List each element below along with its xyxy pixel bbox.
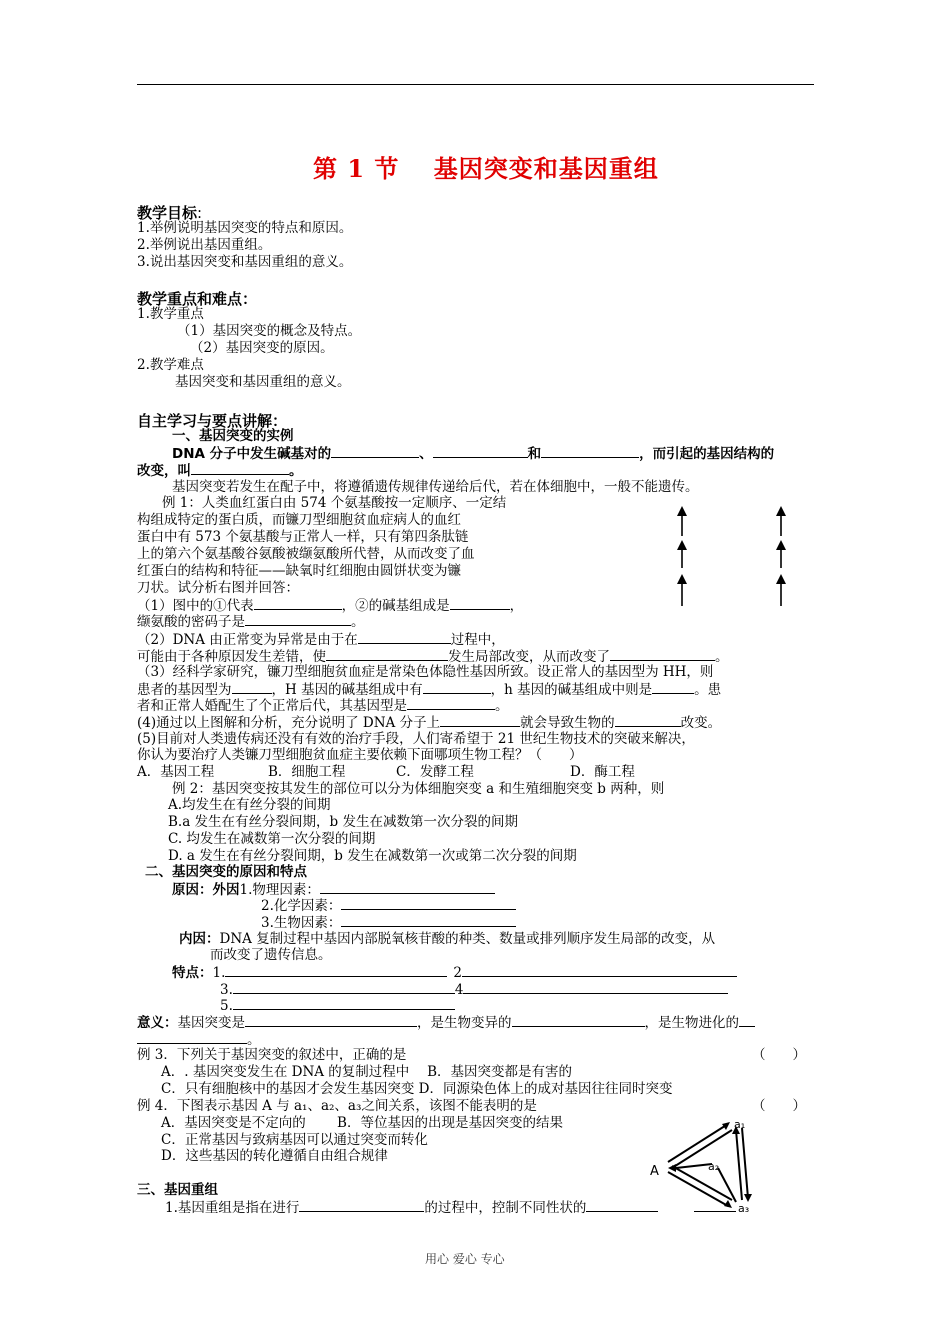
- example-3-options: A．. 基因突变发生在 DNA 的复制过程中 B．基因突变都是有害的: [161, 1064, 573, 1080]
- example-1-line: 上的第六个氨基酸谷氨酸被缬氨酸所代替，从而改变了血: [137, 546, 475, 562]
- section-1-heading: 一、基因突变的实例: [172, 428, 294, 444]
- example-1-line: 构组成特定的蛋白质，而镰刀型细胞贫血症病人的血红: [137, 512, 461, 528]
- example-2-option: A.均发生在有丝分裂的间期: [168, 797, 331, 813]
- example-2-option: B.a 发生在有丝分裂间期，b 发生在减数第一次分裂的间期: [168, 814, 518, 830]
- section-3-heading: 三、基因重组: [137, 1182, 218, 1198]
- objectives-heading: 教学目标:: [137, 204, 203, 222]
- example-3-stem: 例 3．下列关于基因突变的叙述中，正确的是: [137, 1047, 407, 1063]
- question-4-line: (4)通过以上图解和分析，充分说明了 DNA 分子上 就会导致生物的 改变。: [137, 715, 722, 731]
- example-4-option: A．基因突变是不定向的 B．等位基因的出现是基因突变的结果: [161, 1115, 563, 1131]
- keypoints-heading: 教学重点和难点：: [137, 290, 258, 308]
- question-5-option: B．细胞工程: [268, 764, 346, 780]
- example-1-line: 红蛋白的结构和特征——缺氧时红细胞由圆饼状变为镰: [137, 563, 461, 579]
- question-1-line-2: 缬氨酸的密码子是 。: [137, 614, 365, 630]
- question-2-line-2: 可能由于各种原因发生差错，使 发生局部改变，从而改变了 。: [137, 649, 729, 665]
- example-1-line: 蛋白中有 573 个氨基酸与正常人一样，只有第四条肽链: [137, 529, 469, 545]
- example-1-line: 例 1：人类血红蛋白由 574 个氨基酸按一定顺序、一定结: [162, 495, 507, 511]
- allele-label-a3: a₃: [738, 1202, 750, 1214]
- question-2-line: （2）DNA 由正常变为异常是由于在 过程中，: [137, 632, 505, 648]
- keypoints-line: （1）基因突变的概念及特点。: [177, 323, 362, 339]
- inner-cause-2: 而改变了遗传信息。: [210, 947, 332, 963]
- feature-line-2: 3. 4: [220, 981, 728, 998]
- example-3-options: C．只有细胞核中的基因才会发生基因突变 D．同源染色体上的成对基因往往同时突变: [161, 1081, 673, 1097]
- feature-line-1: 特点：1. 2: [172, 964, 737, 981]
- page-title: 第 1 节 基因突变和基因重组: [313, 154, 659, 183]
- section-2-heading: 二、基因突变的原因和特点: [145, 864, 307, 880]
- keypoints-line: 基因突变和基因重组的意义。: [175, 374, 351, 390]
- question-5-option: D．酶工程: [570, 764, 635, 780]
- self-study-heading: 自主学习与要点讲解：: [137, 412, 288, 430]
- example-4-paren: （ ）: [752, 1098, 806, 1114]
- objective-1: 1.举例说明基因突变的特点和原因。: [137, 220, 353, 236]
- header-rule: [137, 84, 814, 85]
- question-5-option: A．基因工程: [137, 764, 215, 780]
- example-3-paren: （ ）: [752, 1047, 806, 1063]
- question-3-line-2: 患者的基因型为 ，H 基因的碱基组成中有 ，h 基因的碱基组成中则是 。患: [137, 682, 722, 698]
- keypoints-line: 2.教学难点: [137, 357, 204, 373]
- question-3-line-3: 者和正常人婚配生了个正常后代，其基因型是 。: [137, 698, 509, 714]
- example-4-stem: 例 4．下图表示基因 A 与 a₁、a₂、a₃之间关系，该图不能表明的是: [137, 1098, 537, 1114]
- allele-label-a2: a₂: [708, 1160, 720, 1173]
- recombination-line: 1.基因重组是指在进行 的过程中，控制不同性状的: [165, 1199, 736, 1216]
- question-3-line: （3）经科学家研究，镰刀型细胞贫血症是常染色体隐性基因所致。设正常人的基因型为 HH，则: [137, 664, 714, 680]
- objective-3: 3.说出基因突变和基因重组的意义。: [137, 254, 353, 270]
- gamete-note: 基因突变若发生在配子中，将遵循遗传规律传递给后代，若在体细胞中，一般不能遗传。: [172, 479, 699, 495]
- cause-line-1: 原因：外因1.物理因素：: [172, 881, 495, 898]
- objective-2: 2.举例说出基因重组。: [137, 237, 272, 253]
- keypoints-line: （2）基因突变的原因。: [190, 340, 334, 356]
- definition-line: DNA 分子中发生碱基对的 、 和 ，而引起的基因结构的: [172, 446, 775, 462]
- example-4-option: C．正常基因与致病基因可以通过突变而转化: [161, 1132, 428, 1148]
- question-5-line: (5)目前对人类遗传病还没有有效的治疗手段，人们寄希望于 21 世纪生物技术的突破来解决，: [137, 731, 695, 747]
- transcription-arrow-diagram: [660, 500, 820, 610]
- question-5-line-2: 你认为要治疗人类镰刀型细胞贫血症主要依赖下面哪项生物工程？（ ）: [137, 747, 583, 763]
- keypoints-line: 1.教学重点: [137, 306, 204, 322]
- question-1-line: （1）图中的①代表 ，②的碱基组成是 ，: [137, 598, 524, 614]
- example-4-option: D．这些基因的转化遵循自由组合规律: [161, 1148, 388, 1164]
- significance-line-2: 。: [137, 1031, 261, 1048]
- example-2-stem: 例 2：基因突变按其发生的部位可以分为体细胞突变 a 和生殖细胞突变 b 两种，则: [172, 781, 665, 797]
- inner-cause: 内因：DNA 复制过程中基因内部脱氧核苷酸的种类、数量或排列顺序发生局部的改变，从: [179, 931, 716, 947]
- example-2-option: D. a 发生在有丝分裂间期，b 发生在减数第一次或第二次分裂的间期: [168, 848, 577, 864]
- page-footer: 用心 爱心 专心: [425, 1252, 505, 1266]
- cause-line-3: 3.生物因素：: [261, 914, 516, 931]
- allele-label-a: A: [650, 1164, 659, 1179]
- feature-line-3: 5.: [220, 997, 455, 1014]
- example-2-option: C. 均发生在减数第一次分裂的间期: [168, 831, 376, 847]
- definition-line-2: 改变，叫 。: [137, 463, 303, 479]
- question-5-option: C．发酵工程: [396, 764, 474, 780]
- example-1-line: 刀状。试分析右图并回答：: [137, 580, 299, 596]
- cause-line-2: 2.化学因素：: [261, 897, 516, 914]
- allele-label-a1: a₁: [734, 1118, 746, 1131]
- significance-line: 意义：基因突变是 ，是生物变异的 ，是生物进化的: [137, 1014, 755, 1031]
